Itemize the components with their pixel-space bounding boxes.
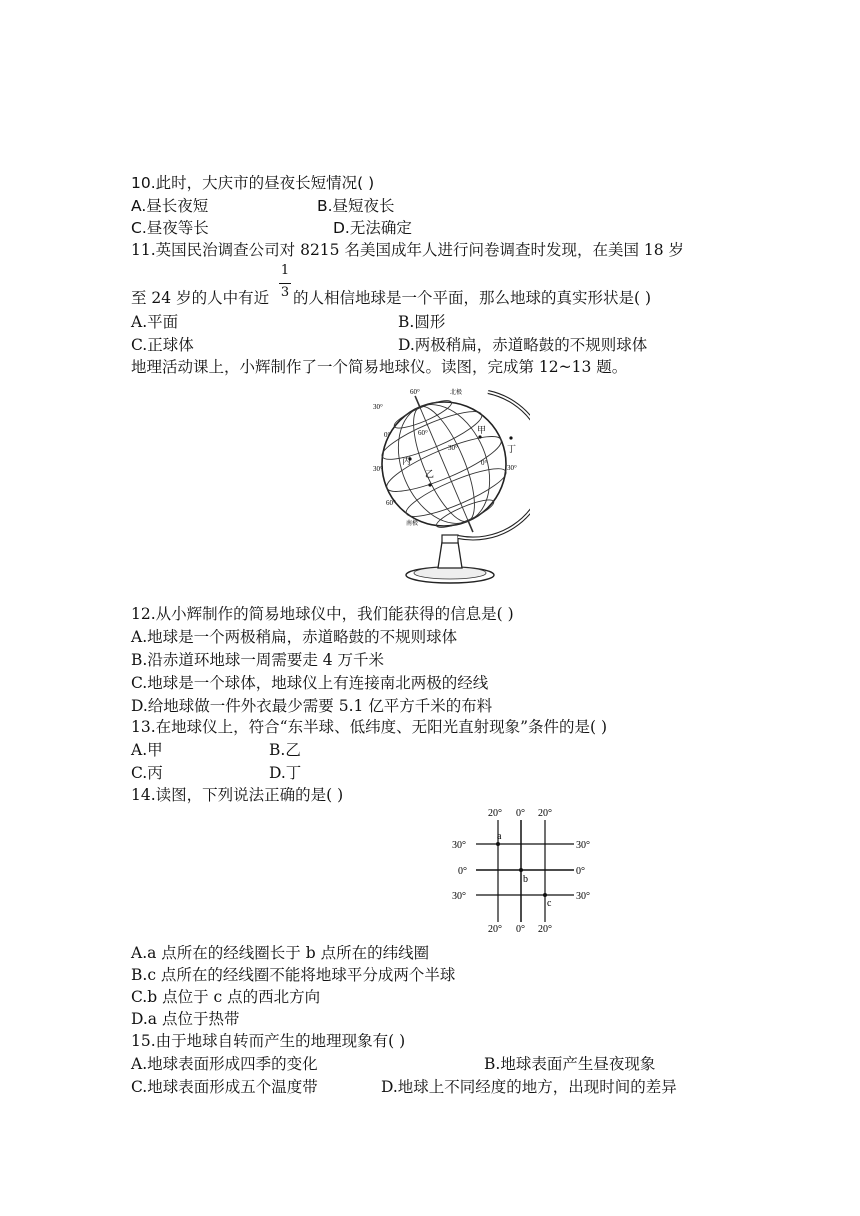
globe-south-pole-label: 南极 [406, 521, 419, 527]
q11-fraction-bar [279, 283, 291, 284]
q14-option-c: C.b 点位于 c 点的西北方向 [131, 988, 321, 1006]
q14-bottom-label-3: 20° [538, 924, 552, 935]
globe-point-yi: 乙 [425, 469, 435, 479]
q12-option-d: D.给地球做一件外衣最少需要 5.1 亿平方千米的布料 [131, 697, 493, 715]
q14-top-label-2: 0° [516, 808, 525, 819]
q15-stem: 15.由于地球自转而产生的地理现象有( ) [131, 1032, 406, 1050]
q14-bottom-label-2: 0° [516, 924, 525, 935]
q10-option-d: D.无法确定 [333, 219, 412, 237]
globe-point-bing: 丙 [402, 456, 412, 466]
q14-option-b: B.c 点所在的经线圈不能将地球平分成两个半球 [131, 966, 456, 984]
q14-grid-figure [448, 802, 608, 936]
q11-option-c: C.正球体 [131, 336, 194, 354]
q11-fraction-numerator: 1 [280, 263, 290, 278]
q10-option-a: A.昼长夜短 [131, 197, 209, 215]
globe-lat-left-1: 60° [410, 388, 420, 396]
q12-option-b: B.沿赤道环地球一周需要走 4 万千米 [131, 651, 385, 669]
q14-left-label-3: 30° [452, 891, 466, 902]
q11-option-d: D.两极稍扁，赤道略鼓的不规则球体 [398, 336, 648, 354]
q14-top-label-1: 20° [488, 808, 502, 819]
q13-option-d: D.丁 [269, 764, 302, 782]
q14-option-a: A.a 点所在的经线圈长于 b 点所在的纬线圈 [131, 944, 430, 962]
q11-stem-line2-after: 的人相信地球是一个平面，那么地球的真实形状是( ) [293, 289, 652, 307]
q13-option-b: B.乙 [269, 741, 301, 759]
q14-left-label-2: 0° [458, 866, 467, 877]
q13-option-c: C.丙 [131, 764, 163, 782]
q15-option-a: A.地球表面形成四季的变化 [131, 1055, 318, 1073]
intro-12-13: 地理活动课上，小辉制作了一个简易地球仪。读图，完成第 12~13 题。 [131, 358, 628, 376]
q14-left-label-1: 30° [452, 840, 466, 851]
globe-inner-3: 0° [481, 459, 488, 467]
globe-inner-1: 60° [418, 429, 428, 437]
globe-inner-2: 30° [448, 444, 458, 452]
q11-stem-line2-before: 至 24 岁的人中有近 [131, 289, 270, 307]
q15-option-b: B.地球表面产生昼夜现象 [484, 1055, 656, 1073]
globe-lat-left-2: 30° [373, 403, 383, 411]
q14-bottom-label-1: 20° [488, 924, 502, 935]
globe-north-pole-label: 北极 [450, 390, 463, 396]
q10-option-c: C.昼夜等长 [131, 219, 209, 237]
q15-option-d: D.地球上不同经度的地方，出现时间的差异 [381, 1078, 677, 1096]
q14-right-label-2: 0° [576, 866, 585, 877]
q11-stem-line1: 11.英国民治调查公司对 8215 名美国成年人进行问卷调查时发现，在美国 18 岁 [131, 241, 685, 259]
q12-option-c: C.地球是一个球体，地球仪上有连接南北两极的经线 [131, 674, 489, 692]
globe-lat-right-1: 30° [507, 464, 517, 472]
q14-right-label-1: 30° [576, 840, 590, 851]
q14-point-a: a [497, 831, 502, 842]
q14-right-label-3: 30° [576, 891, 590, 902]
q13-stem: 13.在地球仪上，符合“东半球、低纬度、无阳光直射现象”条件的是( ) [131, 718, 608, 736]
q12-stem: 12.从小辉制作的简易地球仪中，我们能获得的信息是( ) [131, 605, 514, 623]
q11-option-b: B.圆形 [398, 313, 446, 331]
globe-lat-left-3: 0° [384, 431, 391, 439]
globe-figure [370, 382, 530, 587]
globe-point-ding: 丁 [507, 444, 517, 454]
q14-point-b: b [523, 874, 528, 885]
q14-stem: 14.读图，下列说法正确的是( ) [131, 786, 344, 804]
q14-top-label-3: 20° [538, 808, 552, 819]
globe-lat-left-5: 60° [386, 499, 396, 507]
q10-option-b: B.昼短夜长 [317, 197, 395, 215]
globe-point-jia: 甲 [477, 425, 487, 435]
q11-fraction-denominator: 3 [280, 285, 290, 300]
q14-option-d: D.a 点位于热带 [131, 1010, 240, 1028]
q13-option-a: A.甲 [131, 741, 163, 759]
q15-option-c: C.地球表面形成五个温度带 [131, 1078, 318, 1096]
q11-option-a: A.平面 [131, 313, 179, 331]
q14-point-c: c [547, 898, 552, 909]
q10-stem: 10.此时，大庆市的昼夜长短情况( ) [131, 174, 375, 192]
globe-lat-left-4: 30° [373, 465, 383, 473]
q12-option-a: A.地球是一个两极稍扁，赤道略鼓的不规则球体 [131, 628, 458, 646]
